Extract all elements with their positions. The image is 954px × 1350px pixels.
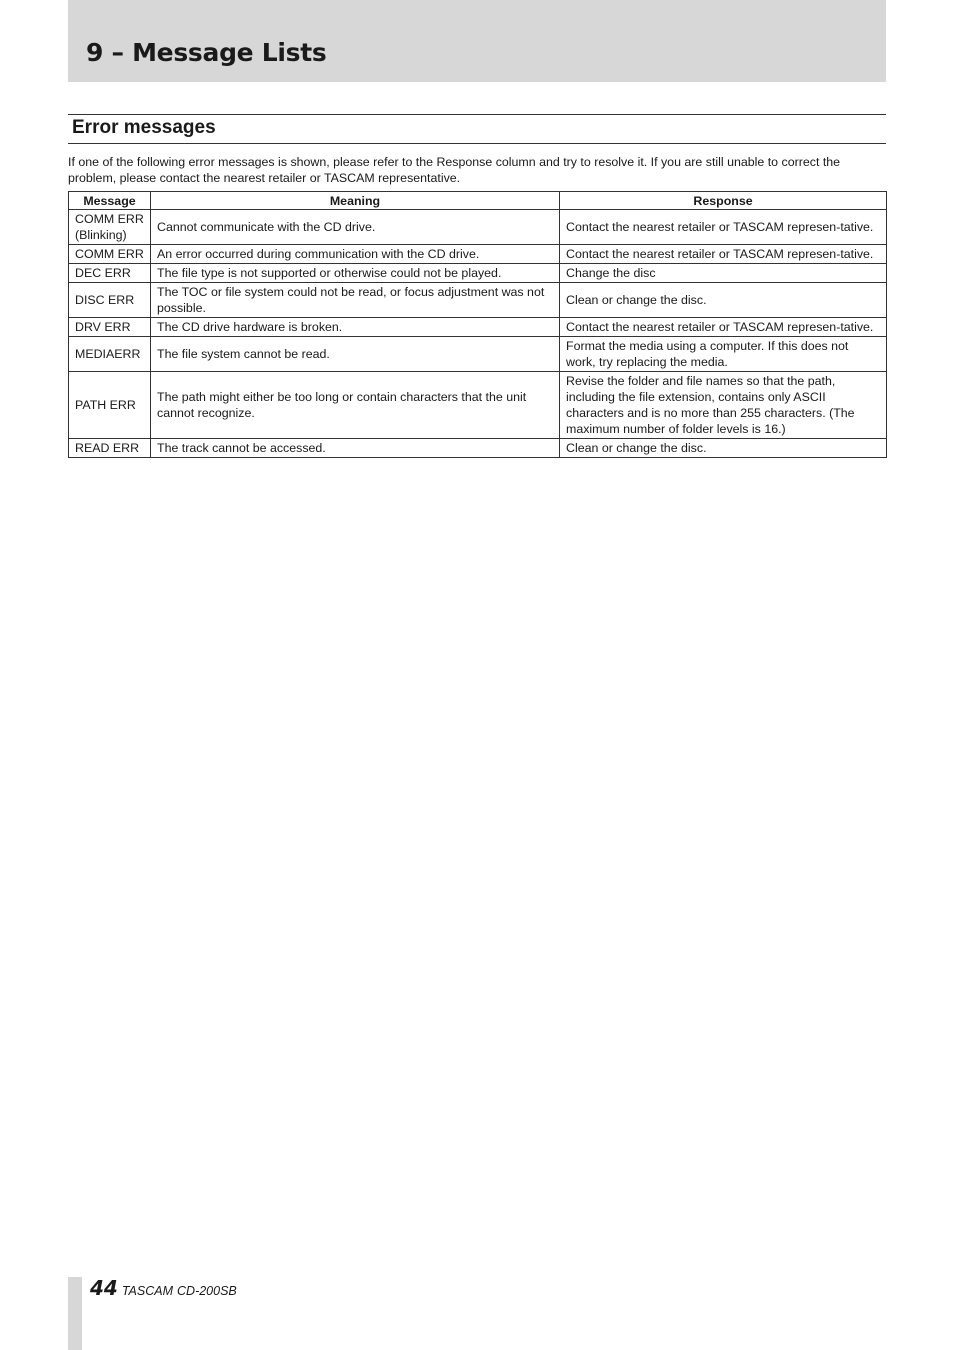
page-number: 44 [90,1276,118,1300]
message-cell: DEC ERR [69,264,151,283]
response-cell: Clean or change the disc. [560,439,887,458]
response-cell: Contact the nearest retailer or TASCAM represen-tative. [560,210,887,245]
table-row [69,264,887,283]
table-row [69,245,887,264]
table-row [69,439,887,458]
meaning-cell: The track cannot be accessed. [151,439,560,458]
meaning-cell: The file system cannot be read. [151,337,560,372]
footer-model: CD-200SB [177,1284,237,1298]
column-header-meaning: Meaning [151,192,560,210]
message-cell: PATH ERR [69,372,151,439]
response-cell: Format the media using a computer. If this does not work, try replacing the media. [560,337,887,372]
message-cell: MEDIAERR [69,337,151,372]
footer-brand: TASCAM [121,1284,174,1298]
response-cell: Revise the folder and file names so that the path, including the file extension, contains only ASCII characters and is no more than 255 characters. (The maximum number of folder levels is 16.) [560,372,887,439]
message-cell: COMM ERR [69,245,151,264]
chapter-title: 9 – Message Lists [86,38,327,67]
intro-paragraph: If one of the following error messages is shown, please refer to the Response column and try to resolve it. If you are still unable to correct the problem, please contact the nearest retailer or TASCAM representative. [68,155,841,185]
column-header-response: Response [560,192,887,210]
table-row [69,283,887,318]
message-cell: DRV ERR [69,318,151,337]
section-heading: Error messages [72,117,216,138]
meaning-cell: The file type is not supported or otherwise could not be played. [151,264,560,283]
column-header-message: Message [69,192,151,210]
footer-bar [68,1277,82,1350]
page-footer [90,1276,237,1300]
message-cell: READ ERR [69,439,151,458]
meaning-cell: The TOC or file system could not be read, or focus adjustment was not possible. [151,283,560,318]
section-heading-rule [68,114,886,144]
response-cell: Clean or change the disc. [560,283,887,318]
error-messages-table [68,191,887,458]
table-row [69,318,887,337]
response-cell: Contact the nearest retailer or TASCAM represen-tative. [560,318,887,337]
meaning-cell: The CD drive hardware is broken. [151,318,560,337]
table-row [69,337,887,372]
meaning-cell: An error occurred during communication with the CD drive. [151,245,560,264]
message-cell: COMM ERR (Blinking) [69,210,151,245]
response-cell: Contact the nearest retailer or TASCAM represen-tative. [560,245,887,264]
table-row [69,210,887,245]
message-cell: DISC ERR [69,283,151,318]
table-row [69,372,887,439]
response-cell: Change the disc [560,264,887,283]
meaning-cell: Cannot communicate with the CD drive. [151,210,560,245]
meaning-cell: The path might either be too long or contain characters that the unit cannot recognize. [151,372,560,439]
chapter-banner [68,0,886,82]
table-header-row [69,192,887,210]
